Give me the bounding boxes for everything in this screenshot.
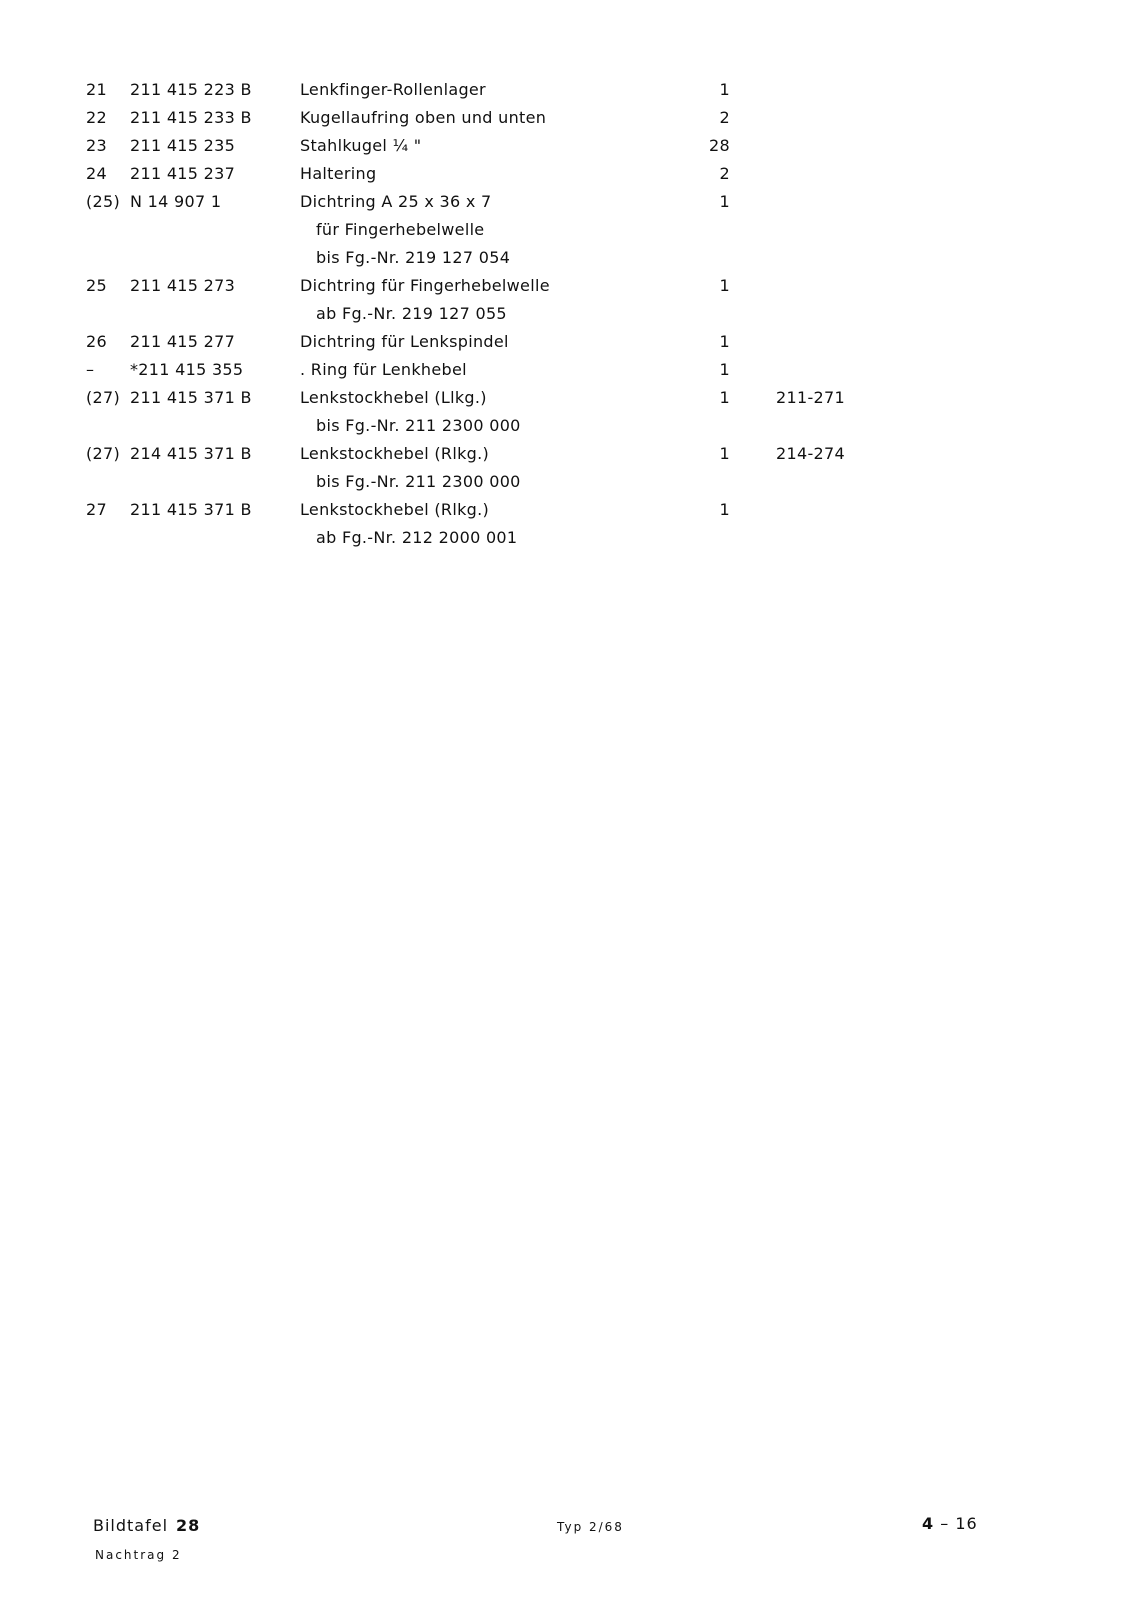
table-row: [0, 496, 1137, 524]
part-number: 211 415 233 B: [130, 108, 252, 127]
table-row: [0, 300, 1137, 328]
part-number: 211 415 371 B: [130, 500, 252, 519]
quantity: 1: [719, 388, 730, 407]
part-description: Lenkstockhebel (Rlkg.): [300, 500, 490, 519]
part-number: 211 415 277: [130, 332, 236, 351]
position-number: (27): [86, 444, 121, 463]
part-number: 211 415 371 B: [130, 388, 252, 407]
table-row: [0, 384, 1137, 412]
footer-plate: [93, 1516, 200, 1535]
page-dash: –: [940, 1514, 950, 1533]
part-description: Stahlkugel ¼ ": [300, 136, 422, 155]
quantity: 1: [719, 360, 730, 379]
part-description: Dichtring für Fingerhebelwelle: [300, 276, 550, 295]
plate-number: 28: [176, 1516, 201, 1535]
position-number: 22: [86, 108, 107, 127]
part-description: Lenkfinger-Rollenlager: [300, 80, 486, 99]
quantity: 28: [709, 136, 730, 155]
part-number: 211 415 273: [130, 276, 236, 295]
footer-type: Typ 2/68: [557, 1520, 624, 1534]
page-chapter: 4: [922, 1514, 935, 1533]
quantity: 1: [719, 80, 730, 99]
table-row: [0, 160, 1137, 188]
plate-label: Bildtafel: [93, 1516, 169, 1535]
quantity: 2: [719, 164, 730, 183]
position-number: 23: [86, 136, 107, 155]
model-note: 214-274: [776, 444, 845, 463]
part-description: bis Fg.-Nr. 219 127 054: [316, 248, 511, 267]
part-description: für Fingerhebelwelle: [316, 220, 485, 239]
quantity: 1: [719, 500, 730, 519]
table-row: [0, 216, 1137, 244]
part-description: Lenkstockhebel (Rlkg.): [300, 444, 490, 463]
part-number: 214 415 371 B: [130, 444, 252, 463]
part-description: bis Fg.-Nr. 211 2300 000: [316, 416, 521, 435]
part-number: 211 415 237: [130, 164, 236, 183]
part-number: *211 415 355: [130, 360, 244, 379]
table-row: [0, 412, 1137, 440]
page-number: 16: [955, 1514, 978, 1533]
position-number: (25): [86, 192, 121, 211]
position-number: 24: [86, 164, 107, 183]
model-note: 211-271: [776, 388, 845, 407]
position-number: (27): [86, 388, 121, 407]
part-description: ab Fg.-Nr. 212 2000 001: [316, 528, 518, 547]
position-number: 25: [86, 276, 107, 295]
table-row: [0, 440, 1137, 468]
position-number: –: [86, 360, 95, 379]
footer-supplement: Nachtrag 2: [95, 1548, 182, 1562]
part-description: Kugellaufring oben und unten: [300, 108, 547, 127]
quantity: 1: [719, 444, 730, 463]
quantity: 1: [719, 276, 730, 295]
part-description: Lenkstockhebel (Llkg.): [300, 388, 487, 407]
table-row: [0, 188, 1137, 216]
table-row: [0, 244, 1137, 272]
footer-page-number: [922, 1514, 978, 1533]
table-row: [0, 132, 1137, 160]
part-description: bis Fg.-Nr. 211 2300 000: [316, 472, 521, 491]
position-number: 21: [86, 80, 107, 99]
table-row: [0, 524, 1137, 552]
part-description: Haltering: [300, 164, 377, 183]
part-description: ab Fg.-Nr. 219 127 055: [316, 304, 507, 323]
table-row: [0, 272, 1137, 300]
position-number: 27: [86, 500, 107, 519]
part-description: . Ring für Lenkhebel: [300, 360, 467, 379]
part-number: 211 415 223 B: [130, 80, 252, 99]
table-row: [0, 468, 1137, 496]
part-number: 211 415 235: [130, 136, 236, 155]
table-row: [0, 104, 1137, 132]
position-number: 26: [86, 332, 107, 351]
table-row: [0, 76, 1137, 104]
part-number: N 14 907 1: [130, 192, 222, 211]
quantity: 1: [719, 332, 730, 351]
quantity: 2: [719, 108, 730, 127]
parts-table: [0, 76, 1137, 552]
part-description: Dichtring A 25 x 36 x 7: [300, 192, 492, 211]
part-description: Dichtring für Lenkspindel: [300, 332, 509, 351]
table-row: [0, 356, 1137, 384]
quantity: 1: [719, 192, 730, 211]
table-row: [0, 328, 1137, 356]
